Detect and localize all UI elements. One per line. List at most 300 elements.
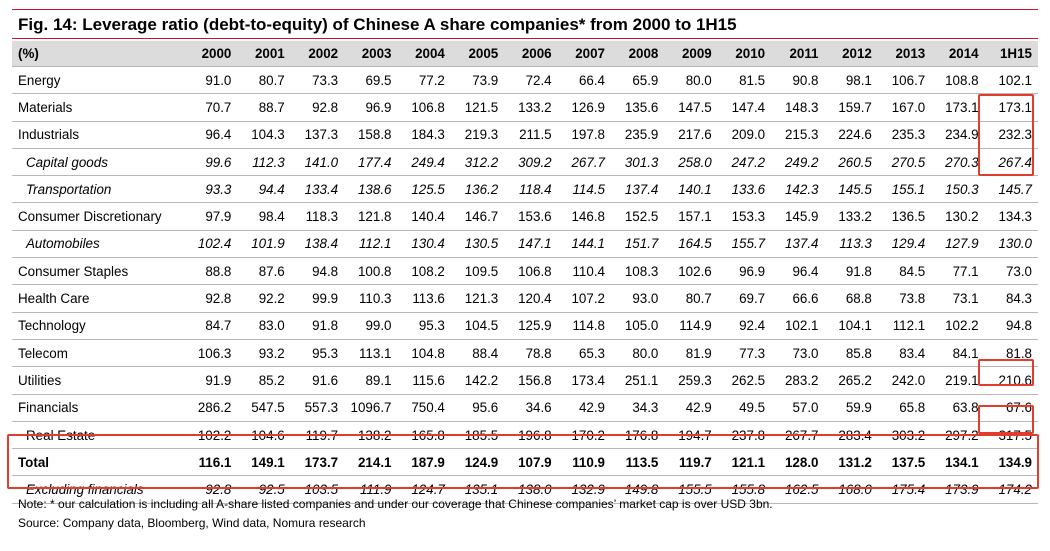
header-year: 2011 <box>771 41 824 67</box>
cell-value: 84.5 <box>878 258 931 285</box>
row-label: Utilities <box>12 367 184 394</box>
cell-value: 68.8 <box>825 285 878 312</box>
cell-value: 133.2 <box>504 94 557 121</box>
cell-value: 85.8 <box>825 339 878 366</box>
cell-value: 77.1 <box>931 258 984 285</box>
cell-value: 130.2 <box>931 203 984 230</box>
cell-value: 547.5 <box>237 394 290 421</box>
cell-value: 102.2 <box>931 312 984 339</box>
cell-value: 81.5 <box>718 67 771 94</box>
cell-value: 145.7 <box>985 176 1038 203</box>
table-row <box>12 121 1038 148</box>
row-label: Energy <box>12 67 184 94</box>
cell-value: 126.9 <box>558 94 611 121</box>
table-row <box>12 285 1038 312</box>
cell-value: 115.6 <box>398 367 451 394</box>
cell-value: 73.0 <box>771 339 824 366</box>
cell-value: 42.9 <box>558 394 611 421</box>
cell-value: 99.9 <box>291 285 344 312</box>
cell-value: 156.8 <box>504 367 557 394</box>
cell-value: 750.4 <box>398 394 451 421</box>
cell-value: 80.0 <box>664 67 717 94</box>
cell-value: 101.9 <box>237 230 290 257</box>
cell-value: 65.9 <box>611 67 664 94</box>
cell-value: 85.2 <box>237 367 290 394</box>
cell-value: 88.8 <box>184 258 237 285</box>
cell-value: 91.8 <box>825 258 878 285</box>
cell-value: 125.9 <box>504 312 557 339</box>
table-row <box>12 176 1038 203</box>
table-row <box>12 203 1038 230</box>
header-year: 2006 <box>504 41 557 67</box>
cell-value: 111.9 <box>344 476 397 503</box>
cell-value: 80.7 <box>664 285 717 312</box>
cell-value: 1096.7 <box>344 394 397 421</box>
cell-value: 138.4 <box>291 230 344 257</box>
cell-value: 174.2 <box>985 476 1038 503</box>
cell-value: 158.8 <box>344 121 397 148</box>
cell-value: 70.7 <box>184 94 237 121</box>
cell-value: 173.7 <box>291 449 344 476</box>
cell-value: 91.0 <box>184 67 237 94</box>
cell-value: 142.2 <box>451 367 504 394</box>
title-top-rule <box>12 9 1038 10</box>
cell-value: 147.5 <box>664 94 717 121</box>
cell-value: 49.5 <box>718 394 771 421</box>
cell-value: 78.8 <box>504 339 557 366</box>
row-label: Automobiles <box>12 230 184 257</box>
cell-value: 215.3 <box>771 121 824 148</box>
cell-value: 100.8 <box>344 258 397 285</box>
cell-value: 185.5 <box>451 421 504 448</box>
cell-value: 151.7 <box>611 230 664 257</box>
cell-value: 108.3 <box>611 258 664 285</box>
cell-value: 196.8 <box>504 421 557 448</box>
cell-value: 73.9 <box>451 67 504 94</box>
cell-value: 69.7 <box>718 285 771 312</box>
cell-value: 138.6 <box>344 176 397 203</box>
cell-value: 90.8 <box>771 67 824 94</box>
header-year: 2010 <box>718 41 771 67</box>
cell-value: 106.7 <box>878 67 931 94</box>
row-label: Total <box>12 449 184 476</box>
cell-value: 133.6 <box>718 176 771 203</box>
cell-value: 173.9 <box>931 476 984 503</box>
cell-value: 147.4 <box>718 94 771 121</box>
cell-value: 121.1 <box>718 449 771 476</box>
cell-value: 114.5 <box>558 176 611 203</box>
cell-value: 103.5 <box>291 476 344 503</box>
cell-value: 141.0 <box>291 148 344 175</box>
cell-value: 260.5 <box>825 148 878 175</box>
cell-value: 102.1 <box>771 312 824 339</box>
cell-value: 83.4 <box>878 339 931 366</box>
header-row <box>12 41 1038 67</box>
cell-value: 150.3 <box>931 176 984 203</box>
cell-value: 265.2 <box>825 367 878 394</box>
cell-value: 116.1 <box>184 449 237 476</box>
cell-value: 224.6 <box>825 121 878 148</box>
row-label: Technology <box>12 312 184 339</box>
cell-value: 57.0 <box>771 394 824 421</box>
cell-value: 108.2 <box>398 258 451 285</box>
cell-value: 104.3 <box>237 121 290 148</box>
row-label: Industrials <box>12 121 184 148</box>
cell-value: 80.7 <box>237 67 290 94</box>
cell-value: 162.5 <box>771 476 824 503</box>
cell-value: 317.5 <box>985 421 1038 448</box>
cell-value: 121.8 <box>344 203 397 230</box>
table-row <box>12 394 1038 421</box>
cell-value: 237.8 <box>718 421 771 448</box>
cell-value: 113.1 <box>344 339 397 366</box>
row-label: Consumer Staples <box>12 258 184 285</box>
row-label: Real Estate <box>12 421 184 448</box>
cell-value: 173.4 <box>558 367 611 394</box>
header-year: 2007 <box>558 41 611 67</box>
cell-value: 121.3 <box>451 285 504 312</box>
cell-value: 144.1 <box>558 230 611 257</box>
cell-value: 118.3 <box>291 203 344 230</box>
cell-value: 194.7 <box>664 421 717 448</box>
cell-value: 187.9 <box>398 449 451 476</box>
table-row <box>12 339 1038 366</box>
cell-value: 97.9 <box>184 203 237 230</box>
cell-value: 130.5 <box>451 230 504 257</box>
cell-value: 84.7 <box>184 312 237 339</box>
row-label: Telecom <box>12 339 184 366</box>
cell-value: 197.8 <box>558 121 611 148</box>
cell-value: 106.8 <box>398 94 451 121</box>
header-year: 2003 <box>344 41 397 67</box>
cell-value: 66.6 <box>771 285 824 312</box>
highlight-box-utilities <box>978 359 1034 386</box>
cell-value: 93.0 <box>611 285 664 312</box>
cell-value: 102.4 <box>184 230 237 257</box>
highlight-box-real-estate <box>978 405 1034 434</box>
cell-value: 113.6 <box>398 285 451 312</box>
row-label: Excluding financials <box>12 476 184 503</box>
cell-value: 59.9 <box>825 394 878 421</box>
cell-value: 67.6 <box>985 394 1038 421</box>
cell-value: 140.4 <box>398 203 451 230</box>
cell-value: 121.5 <box>451 94 504 121</box>
header-year: 2008 <box>611 41 664 67</box>
cell-value: 132.9 <box>558 476 611 503</box>
cell-value: 95.3 <box>398 312 451 339</box>
cell-value: 110.4 <box>558 258 611 285</box>
cell-value: 137.3 <box>291 121 344 148</box>
cell-value: 83.0 <box>237 312 290 339</box>
header-year: 2004 <box>398 41 451 67</box>
cell-value: 125.5 <box>398 176 451 203</box>
cell-value: 176.8 <box>611 421 664 448</box>
cell-value: 136.2 <box>451 176 504 203</box>
cell-value: 134.1 <box>931 449 984 476</box>
cell-value: 173.1 <box>985 94 1038 121</box>
cell-value: 145.5 <box>825 176 878 203</box>
highlight-box-totals <box>7 434 1039 489</box>
cell-value: 88.7 <box>237 94 290 121</box>
cell-value: 118.4 <box>504 176 557 203</box>
cell-value: 96.4 <box>184 121 237 148</box>
header-year: 2014 <box>931 41 984 67</box>
cell-value: 557.3 <box>291 394 344 421</box>
cell-value: 133.4 <box>291 176 344 203</box>
title-bottom-rule <box>12 38 1038 39</box>
cell-value: 135.6 <box>611 94 664 121</box>
cell-value: 119.7 <box>291 421 344 448</box>
cell-value: 283.4 <box>825 421 878 448</box>
row-label: Transportation <box>12 176 184 203</box>
row-label: Materials <box>12 94 184 121</box>
table-row <box>12 230 1038 257</box>
cell-value: 211.5 <box>504 121 557 148</box>
figure-title: Fig. 14: Leverage ratio (debt-to-equity) of Chinese A share companies* from 2000 to 1H15 <box>18 15 737 34</box>
cell-value: 135.1 <box>451 476 504 503</box>
cell-value: 130.0 <box>985 230 1038 257</box>
cell-value: 232.3 <box>985 121 1038 148</box>
highlight-box-materials-industrials <box>978 94 1034 176</box>
header-year: 2005 <box>451 41 504 67</box>
cell-value: 129.4 <box>878 230 931 257</box>
cell-value: 113.3 <box>825 230 878 257</box>
table-row <box>12 94 1038 121</box>
cell-value: 128.0 <box>771 449 824 476</box>
cell-value: 104.8 <box>398 339 451 366</box>
cell-value: 93.2 <box>237 339 290 366</box>
cell-value: 109.5 <box>451 258 504 285</box>
cell-value: 130.4 <box>398 230 451 257</box>
source-note: Source: Company data, Bloomberg, Wind data, Nomura research <box>18 516 366 530</box>
cell-value: 153.3 <box>718 203 771 230</box>
cell-value: 34.6 <box>504 394 557 421</box>
cell-value: 177.4 <box>344 148 397 175</box>
cell-value: 170.2 <box>558 421 611 448</box>
cell-value: 168.0 <box>825 476 878 503</box>
cell-value: 84.3 <box>985 285 1038 312</box>
cell-value: 112.1 <box>344 230 397 257</box>
cell-value: 247.2 <box>718 148 771 175</box>
row-label: Consumer Discretionary <box>12 203 184 230</box>
cell-value: 155.1 <box>878 176 931 203</box>
cell-value: 105.0 <box>611 312 664 339</box>
cell-value: 92.4 <box>718 312 771 339</box>
cell-value: 114.8 <box>558 312 611 339</box>
cell-value: 91.8 <box>291 312 344 339</box>
cell-value: 99.0 <box>344 312 397 339</box>
cell-value: 107.9 <box>504 449 557 476</box>
cell-value: 140.1 <box>664 176 717 203</box>
cell-value: 270.5 <box>878 148 931 175</box>
header-year: 2000 <box>184 41 237 67</box>
cell-value: 69.5 <box>344 67 397 94</box>
cell-value: 145.9 <box>771 203 824 230</box>
header-unit: (%) <box>12 41 184 67</box>
cell-value: 267.7 <box>558 148 611 175</box>
cell-value: 77.3 <box>718 339 771 366</box>
header-year: 2009 <box>664 41 717 67</box>
cell-value: 77.2 <box>398 67 451 94</box>
cell-value: 66.4 <box>558 67 611 94</box>
cell-value: 94.8 <box>291 258 344 285</box>
cell-value: 94.8 <box>985 312 1038 339</box>
row-label: Capital goods <box>12 148 184 175</box>
table-row <box>12 367 1038 394</box>
cell-value: 95.3 <box>291 339 344 366</box>
cell-value: 219.3 <box>451 121 504 148</box>
cell-value: 251.1 <box>611 367 664 394</box>
cell-value: 80.0 <box>611 339 664 366</box>
header-year: 2013 <box>878 41 931 67</box>
cell-value: 159.7 <box>825 94 878 121</box>
cell-value: 65.3 <box>558 339 611 366</box>
cell-value: 149.8 <box>611 476 664 503</box>
cell-value: 81.9 <box>664 339 717 366</box>
cell-value: 112.1 <box>878 312 931 339</box>
cell-value: 242.0 <box>878 367 931 394</box>
cell-value: 102.2 <box>184 421 237 448</box>
cell-value: 267.4 <box>985 148 1038 175</box>
cell-value: 301.3 <box>611 148 664 175</box>
cell-value: 114.9 <box>664 312 717 339</box>
cell-value: 258.0 <box>664 148 717 175</box>
cell-value: 131.2 <box>825 449 878 476</box>
cell-value: 312.2 <box>451 148 504 175</box>
cell-value: 146.7 <box>451 203 504 230</box>
cell-value: 104.1 <box>825 312 878 339</box>
cell-value: 104.6 <box>237 421 290 448</box>
cell-value: 173.1 <box>931 94 984 121</box>
cell-value: 165.8 <box>398 421 451 448</box>
cell-value: 270.3 <box>931 148 984 175</box>
cell-value: 167.0 <box>878 94 931 121</box>
cell-value: 152.5 <box>611 203 664 230</box>
cell-value: 303.2 <box>878 421 931 448</box>
row-label: Financials <box>12 394 184 421</box>
cell-value: 155.5 <box>664 476 717 503</box>
cell-value: 93.3 <box>184 176 237 203</box>
cell-value: 137.4 <box>771 230 824 257</box>
cell-value: 127.9 <box>931 230 984 257</box>
cell-value: 259.3 <box>664 367 717 394</box>
cell-value: 92.2 <box>237 285 290 312</box>
cell-value: 124.9 <box>451 449 504 476</box>
cell-value: 235.3 <box>878 121 931 148</box>
cell-value: 147.1 <box>504 230 557 257</box>
cell-value: 219.1 <box>931 367 984 394</box>
cell-value: 149.1 <box>237 449 290 476</box>
cell-value: 283.2 <box>771 367 824 394</box>
table-row <box>12 148 1038 175</box>
cell-value: 112.3 <box>237 148 290 175</box>
cell-value: 91.9 <box>184 367 237 394</box>
cell-value: 309.2 <box>504 148 557 175</box>
cell-value: 102.6 <box>664 258 717 285</box>
cell-value: 92.8 <box>291 94 344 121</box>
cell-value: 108.8 <box>931 67 984 94</box>
cell-value: 210.6 <box>985 367 1038 394</box>
cell-value: 110.9 <box>558 449 611 476</box>
cell-value: 134.3 <box>985 203 1038 230</box>
row-label: Health Care <box>12 285 184 312</box>
footnote: Note: * our calculation is including all A-share listed companies and under our coverage that Chinese companies’ market cap is over USD 3bn. <box>18 497 773 511</box>
cell-value: 94.4 <box>237 176 290 203</box>
cell-value: 119.7 <box>664 449 717 476</box>
cell-value: 84.1 <box>931 339 984 366</box>
cell-value: 146.8 <box>558 203 611 230</box>
cell-value: 92.5 <box>237 476 290 503</box>
cell-value: 99.6 <box>184 148 237 175</box>
cell-value: 89.1 <box>344 367 397 394</box>
cell-value: 73.8 <box>878 285 931 312</box>
cell-value: 138.2 <box>344 421 397 448</box>
cell-value: 297.2 <box>931 421 984 448</box>
cell-value: 164.5 <box>664 230 717 257</box>
cell-value: 65.8 <box>878 394 931 421</box>
cell-value: 153.6 <box>504 203 557 230</box>
cell-value: 106.8 <box>504 258 557 285</box>
cell-value: 214.1 <box>344 449 397 476</box>
cell-value: 142.3 <box>771 176 824 203</box>
cell-value: 98.4 <box>237 203 290 230</box>
cell-value: 148.3 <box>771 94 824 121</box>
cell-value: 124.7 <box>398 476 451 503</box>
cell-value: 133.2 <box>825 203 878 230</box>
cell-value: 87.6 <box>237 258 290 285</box>
cell-value: 157.1 <box>664 203 717 230</box>
cell-value: 136.5 <box>878 203 931 230</box>
table-row <box>12 312 1038 339</box>
table-row <box>12 258 1038 285</box>
cell-value: 138.0 <box>504 476 557 503</box>
cell-value: 137.5 <box>878 449 931 476</box>
header-year: 2001 <box>237 41 290 67</box>
cell-value: 262.5 <box>718 367 771 394</box>
cell-value: 92.8 <box>184 285 237 312</box>
cell-value: 155.8 <box>718 476 771 503</box>
cell-value: 113.5 <box>611 449 664 476</box>
header-year: 2012 <box>825 41 878 67</box>
cell-value: 249.2 <box>771 148 824 175</box>
cell-value: 184.3 <box>398 121 451 148</box>
cell-value: 110.3 <box>344 285 397 312</box>
cell-value: 92.8 <box>184 476 237 503</box>
cell-value: 137.4 <box>611 176 664 203</box>
cell-value: 286.2 <box>184 394 237 421</box>
cell-value: 106.3 <box>184 339 237 366</box>
cell-value: 155.7 <box>718 230 771 257</box>
cell-value: 96.4 <box>771 258 824 285</box>
cell-value: 88.4 <box>451 339 504 366</box>
cell-value: 73.3 <box>291 67 344 94</box>
header-year: 1H15 <box>985 41 1038 67</box>
cell-value: 120.4 <box>504 285 557 312</box>
cell-value: 42.9 <box>664 394 717 421</box>
cell-value: 235.9 <box>611 121 664 148</box>
cell-value: 249.4 <box>398 148 451 175</box>
cell-value: 34.3 <box>611 394 664 421</box>
cell-value: 81.8 <box>985 339 1038 366</box>
cell-value: 95.6 <box>451 394 504 421</box>
cell-value: 72.4 <box>504 67 557 94</box>
cell-value: 73.0 <box>985 258 1038 285</box>
cell-value: 217.6 <box>664 121 717 148</box>
cell-value: 91.6 <box>291 367 344 394</box>
cell-value: 96.9 <box>718 258 771 285</box>
cell-value: 234.9 <box>931 121 984 148</box>
cell-value: 98.1 <box>825 67 878 94</box>
